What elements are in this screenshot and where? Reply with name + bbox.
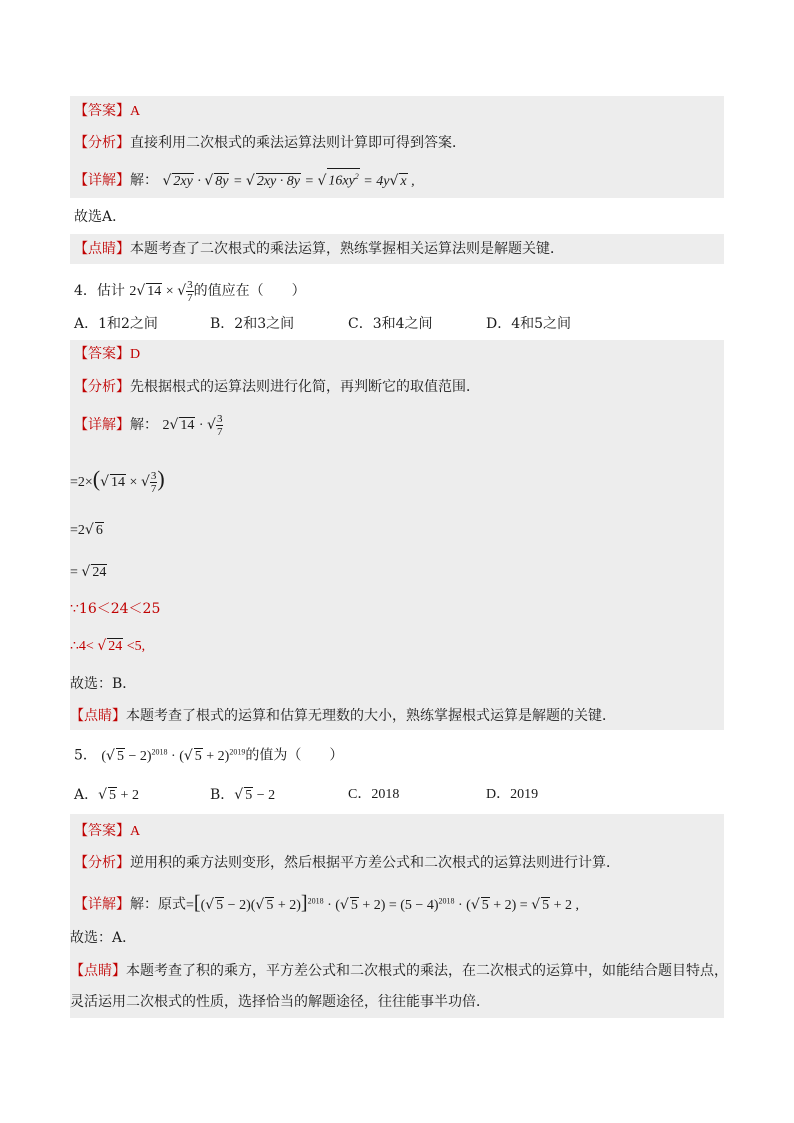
comment-line-2: 灵活运用二次根式的性质，选择恰当的解题途径，往往能事半功倍． [70, 994, 490, 1010]
question-4-stem [74, 276, 306, 307]
math-expression: 2√ 14 × √ $\frac{3}{7}$ [129, 279, 193, 305]
analysis-line [74, 377, 480, 397]
detail-intro: 解：原式 [130, 896, 186, 913]
analysis-text: 逆用积的乘方法则变形，然后根据平方差公式和二次根式的运算法则进行计算． [130, 855, 620, 871]
comment-line [70, 961, 728, 981]
question-5-stem [74, 742, 343, 767]
step-4: ∵16＜24＜25 [70, 601, 161, 617]
comment-text: 本题考查了根式的运算和估算无理数的大小，熟练掌握根式运算是解题的关键． [126, 708, 616, 724]
answer-tag: 【答案】 [74, 346, 130, 362]
analysis-text: 直接利用二次根式的乘法运算法则计算即可得到答案． [130, 135, 466, 151]
comment-tag: 【点睛】 [70, 963, 126, 979]
detail-line [74, 168, 415, 192]
answer-tag: 【答案】 [74, 823, 130, 839]
option-d: D．4和5之间 [486, 316, 572, 332]
analysis-line [74, 133, 466, 153]
answer-tag: 【答案】 [74, 103, 130, 119]
math-expression: =[(√ 5 − 2)(√ 5 + 2)]$^{2018}$ · (√ $5 + 2) = (5 - 4)^{2018}$ · (√ 5 + 2) = √ 5 + 2 , [186, 891, 580, 914]
stem-tail: 的值应在（ ） [193, 283, 306, 299]
option-c: C．3和4之间 [348, 316, 433, 332]
option-b: B．2和3之间 [210, 316, 295, 332]
answer-line [74, 344, 140, 365]
question-number: 5． [74, 747, 97, 764]
detail-intro: 解： [130, 172, 158, 189]
q4-solution-block [70, 340, 724, 730]
option-c: C．2018 [348, 787, 400, 802]
answer-value: A [130, 104, 141, 119]
answer-value: D [130, 347, 141, 362]
stem-tail: 的值为（ ） [245, 747, 344, 764]
analysis-text: 先根据根式的运算法则进行化简，再判断它的取值范围． [130, 379, 480, 395]
conclusion-line: 故选：B． [70, 676, 137, 692]
comment-tag: 【点睛】 [74, 241, 130, 257]
option-d: D．2019 [486, 787, 539, 802]
comment-text: 本题考查了二次根式的乘法运算，熟练掌握相关运算法则是解题关键． [130, 241, 564, 257]
detail-tag: 【详解】 [74, 172, 130, 189]
analysis-tag: 【分析】 [74, 379, 130, 395]
analysis-tag: 【分析】 [74, 135, 130, 151]
option-a: A．√ 5 + 2 [74, 787, 139, 803]
analysis-line [74, 853, 620, 873]
answer-value: A [130, 824, 141, 839]
step-3: = √ 24 [70, 564, 107, 580]
option-a: A．1和2之间 [74, 316, 158, 332]
detail-tag: 【详解】 [74, 896, 130, 913]
option-b: B．√ 5 − 2 [210, 787, 276, 803]
comment-line [74, 239, 564, 259]
detail-tag: 【详解】 [74, 417, 130, 433]
answer-line [74, 821, 140, 842]
answer-block [70, 96, 724, 124]
answer-line [74, 101, 140, 122]
comment-text: 本题考查了积的乘方，平方差公式和二次根式的乘法，在二次根式的运算中，如能结合题目特点， [126, 963, 728, 979]
comment-line [70, 706, 616, 726]
step-2: =2√ 6 [70, 522, 103, 538]
conclusion-line: 故选A． [74, 209, 127, 225]
detail-line [74, 886, 579, 921]
question-number: 4．估计 [74, 283, 125, 299]
conclusion-line: 故选：A． [70, 930, 137, 946]
detail-line [74, 408, 223, 443]
step-5: ∴4< √ 24 <5, [70, 638, 146, 654]
detail-intro: 解： [130, 417, 158, 433]
math-expression: 2√ 14 · √ $\frac{3}{7}$ [162, 413, 223, 439]
comment-tag: 【点睛】 [70, 708, 126, 724]
math-expression: (√ 5 − 2)$^{2018}$ · (√ 5 + 2)$^{2019}$ [101, 747, 246, 764]
step-1: =2×(√ 14 × √ $\frac{3}{7}$ ) [70, 466, 165, 496]
math-expression: √ 2xy · √ 8y = √ 2xy · 8y = √ $16xy^2 = 4y√$ x , [162, 174, 414, 189]
analysis-tag: 【分析】 [74, 855, 130, 871]
